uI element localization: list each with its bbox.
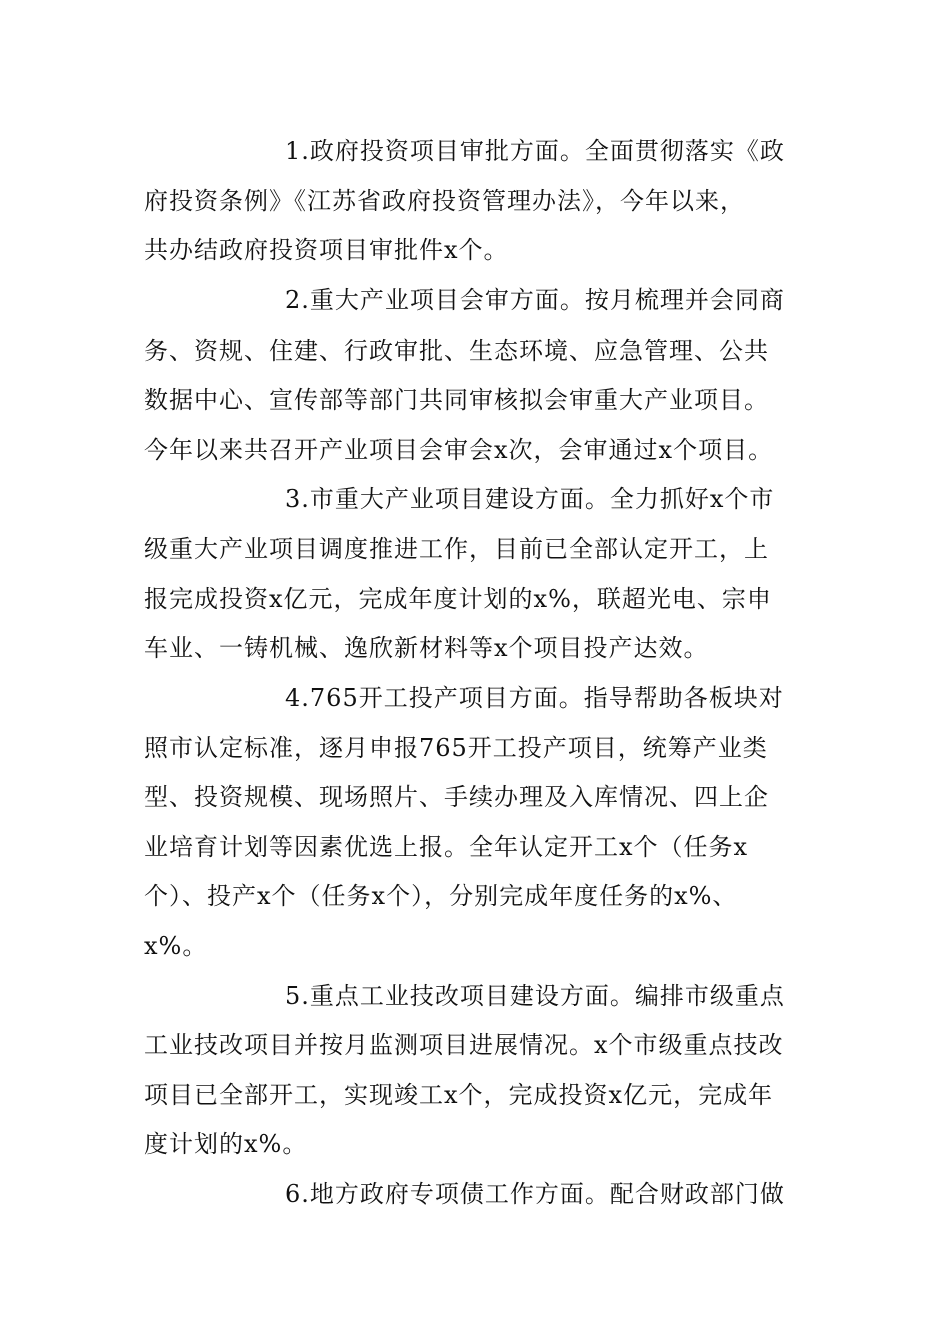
paragraph-line: 车业、一铸机械、逸欣新材料等x个项目投产达效。 <box>144 634 709 662</box>
paragraph-line: 数据中心、宣传部等部门共同审核拟会审重大产业项目。 <box>144 386 769 414</box>
paragraph-line: 项目已全部开工，实现竣工x个，完成投资x亿元，完成年 <box>144 1081 774 1109</box>
paragraph-line: 照市认定标准，逐月申报765开工投产项目，统筹产业类 <box>144 734 768 762</box>
paragraph-line: 4.765开工投产项目方面。指导帮助各板块对 <box>285 684 784 712</box>
paragraph-line: 府投资条例》《江苏省政府投资管理办法》，今年以来， <box>144 187 745 215</box>
paragraph-line: 个）、投产x个（任务x个），分别完成年度任务的x%、 <box>144 882 738 910</box>
paragraph-line: 务、资规、住建、行政审批、生态环境、应急管理、公共 <box>144 337 769 365</box>
paragraph-line: 2.重大产业项目会审方面。按月梳理并会同商 <box>285 286 785 314</box>
paragraph-line: 级重大产业项目调度推进工作，目前已全部认定开工，上 <box>144 535 769 563</box>
paragraph-line: 业培育计划等因素优选上报。全年认定开工x个（任务x <box>144 833 749 861</box>
paragraph-line: 6.地方政府专项债工作方面。配合财政部门做 <box>285 1180 785 1208</box>
paragraph-line: 型、投资规模、现场照片、手续办理及入库情况、四上企 <box>144 783 769 811</box>
paragraph-line: 1.政府投资项目审批方面。全面贯彻落实《政 <box>285 137 785 165</box>
paragraph-line: x%。 <box>144 932 208 960</box>
paragraph-line: 3.市重大产业项目建设方面。全力抓好x个市 <box>285 485 775 513</box>
paragraph-line: 共办结政府投资项目审批件x个。 <box>144 236 509 264</box>
paragraph-line: 报完成投资x亿元，完成年度计划的x%，联超光电、宗申 <box>144 585 772 613</box>
paragraph-line: 今年以来共召开产业项目会审会x次，会审通过x个项目。 <box>144 436 774 464</box>
paragraph-line: 度计划的x%。 <box>144 1130 308 1158</box>
paragraph-line: 工业技改项目并按月监测项目进展情况。x个市级重点技改 <box>144 1031 784 1059</box>
paragraph-line: 5.重点工业技改项目建设方面。编排市级重点 <box>285 982 785 1010</box>
